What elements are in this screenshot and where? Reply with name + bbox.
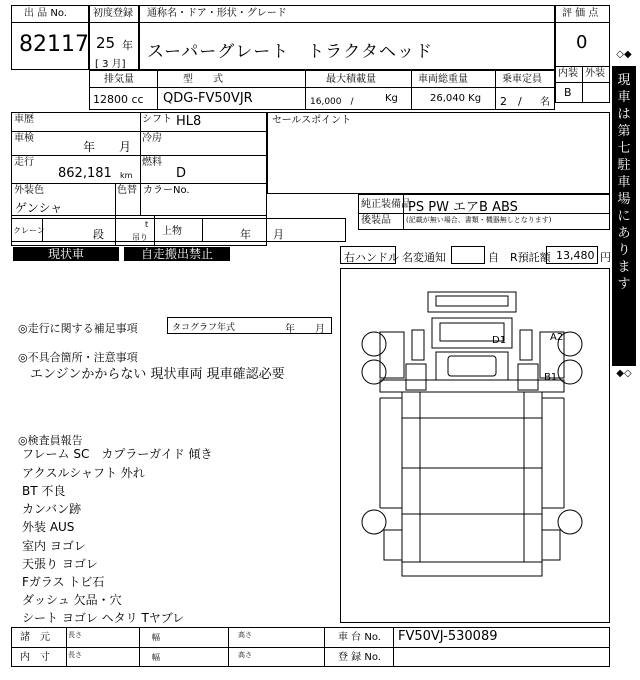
report-line: 天張り ヨゴレ	[22, 557, 98, 571]
tacho-value: 年 月	[285, 324, 325, 335]
width-label-2: 幅	[152, 653, 160, 662]
report-line: ダッシュ 欠品・穴	[22, 593, 122, 607]
displacement: 12800 cc	[93, 93, 144, 106]
model-code: QDG-FV50VJR	[163, 91, 253, 106]
interior-dim-label: 内 寸	[20, 652, 50, 663]
interior-label: 内装	[558, 68, 578, 79]
report-line: 外装 AUS	[22, 520, 75, 534]
aftermarket-label: 後装品	[361, 215, 391, 226]
inspector-label: ◎検査員報告	[18, 434, 83, 447]
chassis: FV50VJ-530089	[398, 629, 498, 644]
mileage-label: 走行	[14, 157, 34, 168]
crane-t: t	[145, 220, 149, 229]
color-label: 外装色	[14, 185, 44, 196]
side-banner-char: 車	[617, 175, 631, 190]
side-banner-char: に	[617, 209, 631, 224]
side-banner	[612, 66, 636, 366]
sales-point-label: セールスポイント	[272, 115, 352, 126]
loading-label: 上物	[162, 226, 182, 237]
tacho-label: タコグラフ年式	[172, 323, 236, 333]
side-banner-char: 第	[617, 124, 631, 139]
score-label: 評 価 点	[562, 8, 599, 19]
lot-no: 82117	[19, 32, 89, 57]
tax-label: 自 R預託額	[488, 251, 551, 264]
truck-diagram	[340, 268, 610, 623]
shift-label: シフト	[142, 114, 172, 125]
first-reg-month: [ 3 月]	[95, 59, 126, 70]
side-banner-char: 車	[617, 90, 631, 105]
as-is-badge: 現状車	[13, 247, 119, 261]
fuel: D	[176, 166, 187, 181]
mileage-unit: km	[120, 171, 133, 180]
crane-hook: 吊り	[132, 233, 148, 242]
equipment-label: 純正装備品	[361, 199, 411, 210]
model-name: スーパーグレート トラクタヘッド	[147, 42, 433, 62]
chassis-label: 車 台 No.	[338, 632, 381, 643]
lot-no-label: 出 品 No.	[24, 8, 67, 19]
inspection-value: 年 月	[83, 140, 132, 154]
width-label: 幅	[152, 633, 160, 642]
no-self-drive-badge: 自走搬出禁止	[124, 247, 230, 261]
footer-table	[11, 627, 610, 667]
side-banner-char: あ	[617, 226, 631, 241]
side-banner-top: ◇◆	[616, 49, 632, 60]
steering: 右ハンドル	[344, 251, 399, 264]
max-load: 16,000 /	[310, 97, 354, 107]
fuel-label: 燃料	[142, 157, 162, 168]
color: ゲンシャ	[15, 201, 63, 215]
report-line: Fガラス トビ石	[22, 575, 105, 589]
first-reg-year: 25	[96, 34, 116, 52]
side-banner-char: 駐	[617, 158, 631, 173]
mileage: 862,181	[58, 166, 112, 181]
report-line: アクスルシャフト 外れ	[22, 466, 145, 480]
diagram-mark: A2	[550, 332, 564, 343]
capacity-label: 乗車定員	[502, 74, 542, 85]
color-code-label: カラーNo.	[143, 185, 190, 196]
gross-weight: 26,040 Kg	[430, 93, 482, 104]
model-code-label: 型 式	[183, 74, 223, 85]
first-reg-year-unit: 年	[122, 39, 133, 52]
interior-grade: B	[564, 86, 572, 99]
tax-unit: 円	[600, 251, 611, 264]
report-line: BT 不良	[22, 484, 66, 498]
running-label: ◎走行に関する補足事項	[18, 322, 138, 335]
defects-text: エンジンかからない 現状車両 現車確認必要	[30, 367, 285, 382]
model-name-label: 通称名・ドア・形状・グレード	[147, 8, 287, 19]
report-line: カンバン跡	[22, 502, 82, 516]
side-banner-char: ま	[617, 260, 631, 275]
side-banner-char: は	[617, 107, 631, 122]
crane-value: 段	[93, 228, 104, 241]
side-banner-char: 場	[617, 192, 631, 207]
length-label-2: 長さ	[68, 651, 82, 659]
specs-label: 諸 元	[20, 632, 50, 643]
capacity-unit: 名	[540, 97, 550, 108]
score: 0	[576, 32, 588, 53]
side-banner-char: す	[617, 277, 631, 292]
max-load-label: 最大積載量	[326, 74, 376, 85]
side-banner-char: り	[617, 243, 631, 258]
crane-label: クレーン	[13, 226, 45, 235]
capacity: 2 /	[500, 95, 522, 108]
side-banner-char: 七	[617, 141, 631, 156]
height-label-2: 高さ	[238, 651, 252, 659]
aftermarket-note: (記載が無い場合、書類・機器無しとなります)	[406, 216, 552, 224]
defects-label: ◎不具合箇所・注意事項	[18, 351, 138, 364]
report-line: フレーム SC カプラーガイド 傾き	[22, 447, 213, 461]
name-change-label: 名変通知	[402, 251, 446, 264]
ac-label: 冷房	[142, 133, 162, 144]
length-label: 長さ	[68, 631, 82, 639]
displacement-label: 排気量	[104, 74, 134, 85]
inspection-label: 車検	[14, 133, 34, 144]
shift: HL8	[176, 114, 202, 129]
name-change-box	[451, 246, 485, 264]
loading-value: 年 月	[240, 228, 284, 241]
height-label: 高さ	[238, 631, 252, 639]
equipment: PS PW エアB ABS	[408, 200, 518, 215]
side-banner-bottom: ◆◇	[616, 368, 632, 379]
report-line: 室内 ヨゴレ	[22, 539, 86, 553]
tax-value: 13,480	[556, 249, 595, 262]
exterior-label: 外装	[585, 68, 605, 79]
max-load-unit: Kg	[385, 93, 398, 104]
color-no-label: 色替	[117, 185, 137, 196]
report-line: シート ヨゴレ ヘタリ Tヤブレ	[22, 611, 185, 625]
gross-weight-label: 車両総重量	[418, 74, 468, 85]
side-banner-char: 現	[617, 73, 631, 88]
reg-no-label: 登 録 No.	[338, 652, 381, 663]
history-label: 車歴	[14, 114, 34, 125]
diagram-mark: B1	[544, 372, 558, 383]
diagram-mark: D1	[492, 335, 507, 346]
first-reg-label: 初度登録	[93, 8, 133, 19]
